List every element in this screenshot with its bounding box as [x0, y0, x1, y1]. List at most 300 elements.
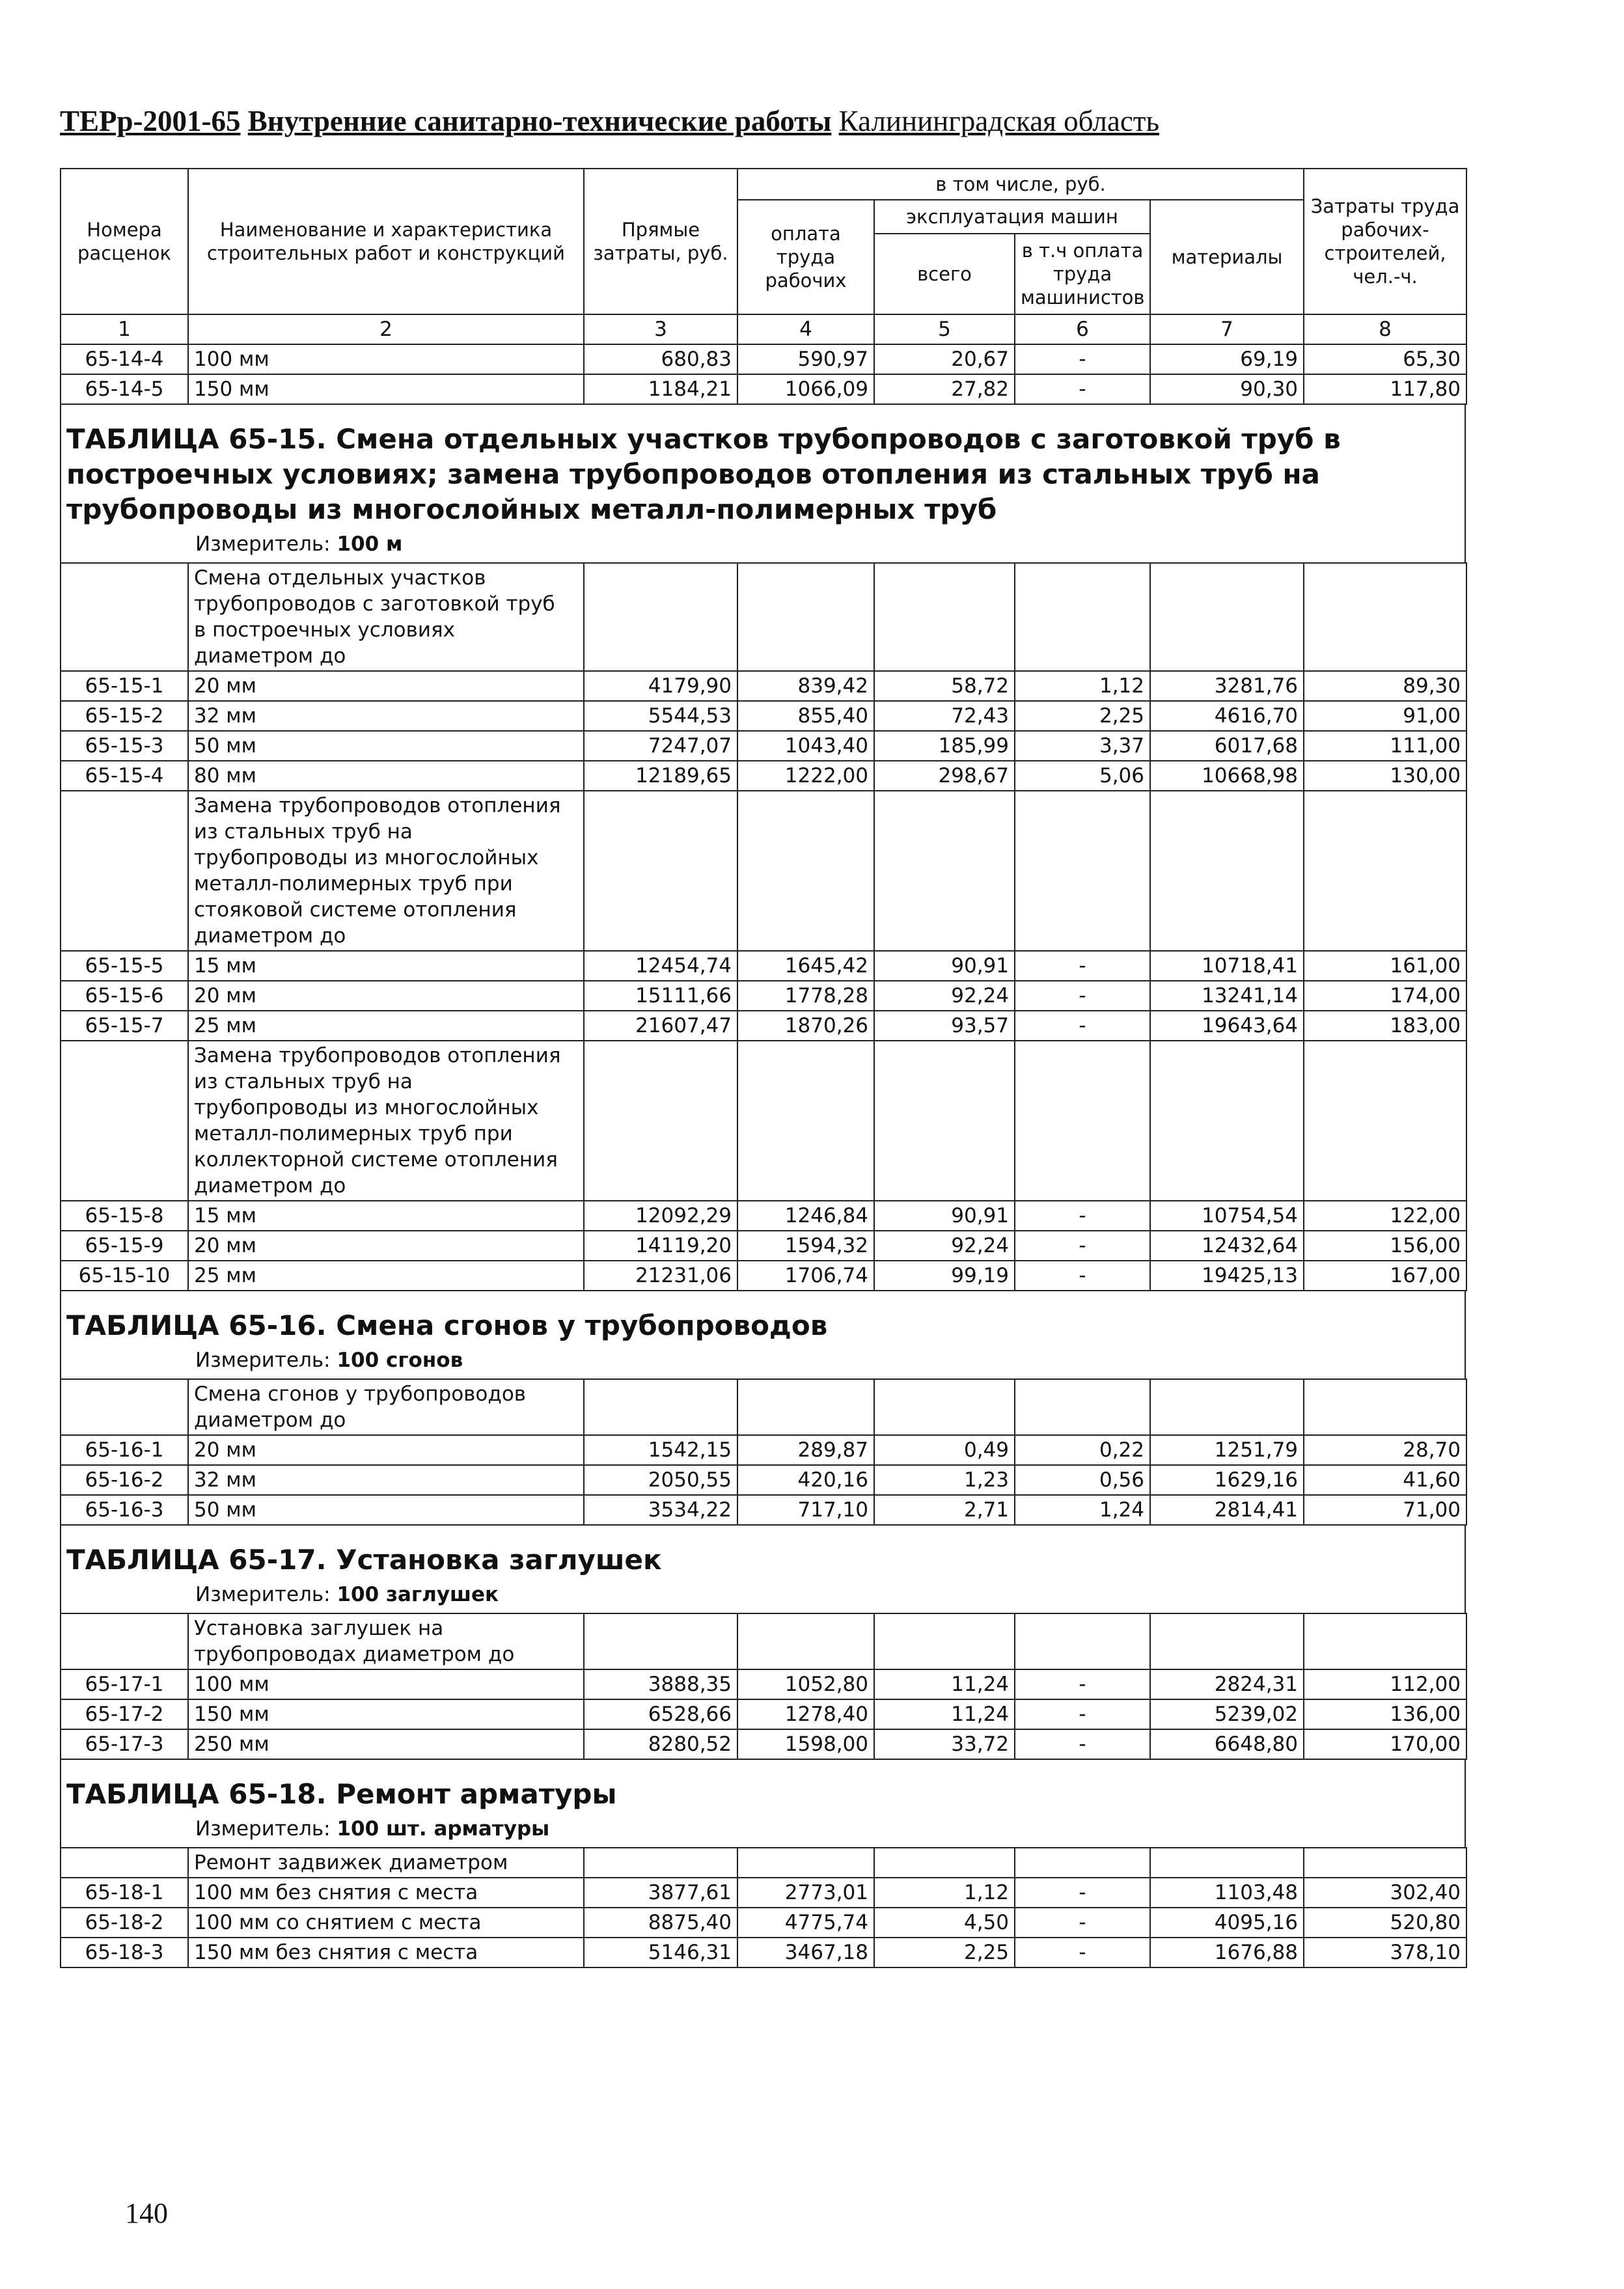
empty-cell: [584, 1379, 737, 1435]
empty-cell: [1015, 1613, 1150, 1669]
rates-sheet: [60, 168, 1466, 1968]
direct-cost: 1542,15: [584, 1435, 737, 1465]
materials-cost: 5239,02: [1150, 1699, 1304, 1729]
empty-cell: [1015, 791, 1150, 951]
machinists-pay: 5,06: [1015, 761, 1150, 791]
group-65-15-collector-system: [61, 1041, 1466, 1291]
labor-hours: 136,00: [1304, 1699, 1466, 1729]
table-row: [61, 1699, 1466, 1729]
column-number: 4: [737, 314, 874, 344]
machines-total: 33,72: [874, 1729, 1015, 1759]
materials-cost: 6017,68: [1150, 731, 1304, 761]
table-title: ТАБЛИЦА 65-17. Установка заглушек: [66, 1544, 662, 1576]
machinists-pay: -: [1015, 1878, 1150, 1908]
empty-cell: [61, 791, 188, 951]
machinists-pay: -: [1015, 1729, 1150, 1759]
rate-code: 65-15-3: [61, 731, 188, 761]
labor-hours: 130,00: [1304, 761, 1466, 791]
empty-cell: [874, 1848, 1015, 1878]
group-heading-row: [61, 1613, 1466, 1669]
rate-code: 65-17-2: [61, 1699, 188, 1729]
labor-hours: 156,00: [1304, 1231, 1466, 1261]
labor-hours: 378,10: [1304, 1938, 1466, 1967]
work-name: 100 мм: [188, 1669, 584, 1699]
table-row: [61, 761, 1466, 791]
direct-cost: 4179,90: [584, 671, 737, 701]
direct-cost: 8875,40: [584, 1908, 737, 1938]
empty-cell: [874, 1041, 1015, 1201]
table-row: [61, 671, 1466, 701]
materials-cost: 10718,41: [1150, 951, 1304, 981]
empty-cell: [584, 1848, 737, 1878]
column-number: 2: [188, 314, 584, 344]
group-heading-row: [61, 1379, 1466, 1435]
direct-cost: 5544,53: [584, 701, 737, 731]
machines-total: 92,24: [874, 1231, 1015, 1261]
empty-cell: [1150, 791, 1304, 951]
measure-label: Измеритель:: [195, 1349, 331, 1372]
group-heading-row: [61, 1848, 1466, 1878]
empty-cell: [1015, 563, 1150, 671]
machines-total: 92,24: [874, 981, 1015, 1011]
table-row: [61, 1938, 1466, 1967]
machines-total: 93,57: [874, 1011, 1015, 1041]
table-row: [61, 1201, 1466, 1231]
group-heading-line: из стальных труб на: [194, 820, 413, 843]
group-heading: [188, 1848, 584, 1878]
machinists-pay: 0,56: [1015, 1465, 1150, 1495]
machines-total: 2,25: [874, 1938, 1015, 1967]
rate-code: 65-15-10: [61, 1261, 188, 1291]
materials-cost: 13241,14: [1150, 981, 1304, 1011]
labor-pay: 1645,42: [737, 951, 874, 981]
empty-cell: [1150, 1613, 1304, 1669]
labor-hours: 183,00: [1304, 1011, 1466, 1041]
empty-cell: [61, 1613, 188, 1669]
labor-hours: 28,70: [1304, 1435, 1466, 1465]
table-row: [61, 701, 1466, 731]
table-row: [61, 1435, 1466, 1465]
empty-cell: [874, 1613, 1015, 1669]
work-name: 250 мм: [188, 1729, 584, 1759]
work-name: 100 мм: [188, 344, 584, 374]
labor-hours: 174,00: [1304, 981, 1466, 1011]
section-65-15: [60, 405, 1466, 562]
group-heading-line: Ремонт задвижек диаметром: [194, 1851, 508, 1874]
labor-pay: 3467,18: [737, 1938, 874, 1967]
group-65-16: [61, 1379, 1466, 1525]
materials-cost: 4616,70: [1150, 701, 1304, 731]
direct-cost: 3888,35: [584, 1669, 737, 1699]
labor-pay: 1594,32: [737, 1231, 874, 1261]
group-heading-line: диаметром до: [194, 1408, 346, 1432]
labor-pay: 717,10: [737, 1495, 874, 1525]
materials-cost: 19425,13: [1150, 1261, 1304, 1291]
materials-cost: 1103,48: [1150, 1878, 1304, 1908]
labor-hours: 161,00: [1304, 951, 1466, 981]
labor-pay: 1222,00: [737, 761, 874, 791]
group-heading: [188, 1041, 584, 1201]
table-title: ТАБЛИЦА 65-16. Смена сгонов у трубопроводов: [66, 1309, 828, 1341]
materials-cost: 2814,41: [1150, 1495, 1304, 1525]
group-heading-line: коллекторной системе отопления: [194, 1148, 558, 1172]
empty-cell: [61, 563, 188, 671]
labor-hours: 117,80: [1304, 374, 1466, 404]
col-header-machines: эксплуатация машин: [874, 200, 1150, 234]
labor-pay: 590,97: [737, 344, 874, 374]
rate-code: 65-17-3: [61, 1729, 188, 1759]
labor-hours: 65,30: [1304, 344, 1466, 374]
direct-cost: 15111,66: [584, 981, 737, 1011]
direct-cost: 3534,22: [584, 1495, 737, 1525]
empty-cell: [737, 1848, 874, 1878]
rate-code: 65-15-2: [61, 701, 188, 731]
materials-cost: 6648,80: [1150, 1729, 1304, 1759]
group-heading-line: металл-полимерных труб при: [194, 872, 513, 896]
rate-code: 65-15-1: [61, 671, 188, 701]
direct-cost: 12092,29: [584, 1201, 737, 1231]
labor-hours: 122,00: [1304, 1201, 1466, 1231]
empty-cell: [1015, 1848, 1150, 1878]
direct-cost: 7247,07: [584, 731, 737, 761]
column-numbers-row: [61, 314, 1466, 344]
group-heading-line: Смена отдельных участков: [194, 566, 486, 590]
empty-cell: [584, 1041, 737, 1201]
empty-cell: [584, 791, 737, 951]
labor-pay: 1043,40: [737, 731, 874, 761]
materials-cost: 12432,64: [1150, 1231, 1304, 1261]
table-row: [61, 1495, 1466, 1525]
materials-cost: 1629,16: [1150, 1465, 1304, 1495]
empty-cell: [61, 1848, 188, 1878]
col-header-machinists-pay: в т.ч оплата труда машинистов: [1015, 234, 1150, 314]
work-name: 20 мм: [188, 981, 584, 1011]
machines-total: 1,12: [874, 1878, 1015, 1908]
machines-total: 20,67: [874, 344, 1015, 374]
empty-cell: [1150, 1379, 1304, 1435]
empty-cell: [874, 1379, 1015, 1435]
machinists-pay: -: [1015, 1908, 1150, 1938]
rows-65-14: [61, 344, 1466, 404]
table-65-17: [60, 1613, 1467, 1760]
table-row: [61, 344, 1466, 374]
labor-pay: 855,40: [737, 701, 874, 731]
measure-line: [195, 1583, 1459, 1606]
table-65-16: [60, 1378, 1467, 1526]
group-heading-line: диаметром до: [194, 924, 346, 948]
work-name: 20 мм: [188, 1435, 584, 1465]
measure-line: [195, 1817, 1459, 1841]
labor-pay: 4775,74: [737, 1908, 874, 1938]
machinists-pay: -: [1015, 1201, 1150, 1231]
rate-code: 65-16-2: [61, 1465, 188, 1495]
labor-pay: 1066,09: [737, 374, 874, 404]
section-65-18: [60, 1760, 1466, 1847]
group-heading-line: Смена сгонов у трубопроводов: [194, 1382, 527, 1406]
work-name: 80 мм: [188, 761, 584, 791]
measure-label: Измеритель:: [195, 532, 331, 556]
empty-cell: [1304, 563, 1466, 671]
table-65-15: [60, 562, 1467, 1291]
labor-pay: 1052,80: [737, 1669, 874, 1699]
labor-pay: 1870,26: [737, 1011, 874, 1041]
table-row: [61, 1231, 1466, 1261]
col-header-labor-cost: Затраты труда рабочих-строителей, чел.-ч.: [1304, 169, 1466, 314]
machinists-pay: 1,12: [1015, 671, 1150, 701]
work-name: 50 мм: [188, 731, 584, 761]
machines-total: 90,91: [874, 1201, 1015, 1231]
table-row: [61, 1669, 1466, 1699]
table-row: [61, 981, 1466, 1011]
empty-cell: [1150, 563, 1304, 671]
labor-pay: 420,16: [737, 1465, 874, 1495]
doc-code: ТЕРр-2001-65: [60, 105, 241, 137]
machines-total: 4,50: [874, 1908, 1015, 1938]
labor-hours: 71,00: [1304, 1495, 1466, 1525]
machinists-pay: -: [1015, 1938, 1150, 1967]
column-number: 7: [1150, 314, 1304, 344]
rate-code: 65-15-5: [61, 951, 188, 981]
materials-cost: 3281,76: [1150, 671, 1304, 701]
machinists-pay: 2,25: [1015, 701, 1150, 731]
rate-code: 65-15-8: [61, 1201, 188, 1231]
column-number: 1: [61, 314, 188, 344]
table-row: [61, 1011, 1466, 1041]
machines-total: 2,71: [874, 1495, 1015, 1525]
group-65-18: [61, 1848, 1466, 1967]
labor-pay: 839,42: [737, 671, 874, 701]
materials-cost: 10668,98: [1150, 761, 1304, 791]
work-name: 32 мм: [188, 1465, 584, 1495]
empty-cell: [584, 563, 737, 671]
group-heading-line: в построечных условиях: [194, 618, 456, 642]
table-title: ТАБЛИЦА 65-15. Смена отдельных участков трубопроводов с заготовкой труб в построечных условиях; замена трубопроводов отопления из стальных труб на трубопроводы из многослойных металл-полимерных труб: [66, 423, 1341, 525]
rate-code: 65-18-1: [61, 1878, 188, 1908]
col-header-labor-pay: оплата труда рабочих: [737, 200, 874, 314]
table-row: [61, 1465, 1466, 1495]
work-name: 25 мм: [188, 1011, 584, 1041]
group-heading-line: Установка заглушек на: [194, 1617, 444, 1640]
labor-hours: 91,00: [1304, 701, 1466, 731]
direct-cost: 1184,21: [584, 374, 737, 404]
empty-cell: [61, 1379, 188, 1435]
empty-cell: [737, 1613, 874, 1669]
group-heading: [188, 1613, 584, 1669]
rate-code: 65-15-4: [61, 761, 188, 791]
empty-cell: [737, 1379, 874, 1435]
empty-cell: [1304, 1848, 1466, 1878]
page-number: 140: [125, 2197, 168, 2229]
col-header-materials: материалы: [1150, 200, 1304, 314]
measure-value: 100 шт. арматуры: [337, 1817, 550, 1841]
machinists-pay: 0,22: [1015, 1435, 1150, 1465]
column-number: 5: [874, 314, 1015, 344]
machines-total: 298,67: [874, 761, 1015, 791]
rate-code: 65-15-9: [61, 1231, 188, 1261]
labor-hours: 111,00: [1304, 731, 1466, 761]
empty-cell: [737, 1041, 874, 1201]
group-heading-row: [61, 791, 1466, 951]
empty-cell: [1150, 1041, 1304, 1201]
machinists-pay: -: [1015, 374, 1150, 404]
group-heading-line: диаметром до: [194, 644, 346, 668]
machines-total: 11,24: [874, 1699, 1015, 1729]
group-heading: [188, 1379, 584, 1435]
group-heading-line: трубопроводы из многослойных: [194, 846, 539, 870]
direct-cost: 21231,06: [584, 1261, 737, 1291]
machinists-pay: -: [1015, 951, 1150, 981]
empty-cell: [1304, 1613, 1466, 1669]
machinists-pay: -: [1015, 1011, 1150, 1041]
work-name: 32 мм: [188, 701, 584, 731]
work-name: 150 мм без снятия с места: [188, 1938, 584, 1967]
group-heading: [188, 563, 584, 671]
col-header-incl: в том числе, руб.: [737, 169, 1304, 200]
measure-value: 100 заглушек: [337, 1583, 499, 1606]
machinists-pay: -: [1015, 1669, 1150, 1699]
work-name: 20 мм: [188, 1231, 584, 1261]
empty-cell: [1015, 1041, 1150, 1201]
group-heading: [188, 791, 584, 951]
column-number: 3: [584, 314, 737, 344]
labor-hours: 520,80: [1304, 1908, 1466, 1938]
machines-total: 72,43: [874, 701, 1015, 731]
machinists-pay: -: [1015, 1699, 1150, 1729]
labor-hours: 89,30: [1304, 671, 1466, 701]
measure-value: 100 м: [337, 532, 403, 556]
col-header-machines-total: всего: [874, 234, 1015, 314]
group-65-17: [61, 1613, 1466, 1759]
work-name: 100 мм без снятия с места: [188, 1878, 584, 1908]
group-heading-line: трубопроводы из многослойных: [194, 1096, 539, 1119]
labor-pay: 1706,74: [737, 1261, 874, 1291]
rate-code: 65-18-3: [61, 1938, 188, 1967]
empty-cell: [737, 563, 874, 671]
work-name: 15 мм: [188, 1201, 584, 1231]
table-row: [61, 1878, 1466, 1908]
labor-hours: 167,00: [1304, 1261, 1466, 1291]
materials-cost: 90,30: [1150, 374, 1304, 404]
machinists-pay: -: [1015, 1231, 1150, 1261]
rate-code: 65-16-1: [61, 1435, 188, 1465]
labor-pay: 1278,40: [737, 1699, 874, 1729]
measure-label: Измеритель:: [195, 1817, 331, 1841]
empty-cell: [1015, 1379, 1150, 1435]
empty-cell: [1304, 791, 1466, 951]
direct-cost: 680,83: [584, 344, 737, 374]
group-heading-line: Замена трубопроводов отопления: [194, 1044, 561, 1067]
machines-total: 185,99: [874, 731, 1015, 761]
machines-total: 90,91: [874, 951, 1015, 981]
table-row: [61, 731, 1466, 761]
work-name: 25 мм: [188, 1261, 584, 1291]
rate-code: 65-14-5: [61, 374, 188, 404]
measure-line: [195, 1349, 1459, 1372]
rate-code: 65-16-3: [61, 1495, 188, 1525]
group-heading-line: трубопроводах диаметром до: [194, 1643, 515, 1666]
column-number: 8: [1304, 314, 1466, 344]
machinists-pay: -: [1015, 1261, 1150, 1291]
measure-line: [195, 532, 1459, 556]
measure-label: Измеритель:: [195, 1583, 331, 1606]
doc-region: Калининградская область: [838, 105, 1159, 137]
section-65-17: [60, 1526, 1466, 1613]
machines-total: 11,24: [874, 1669, 1015, 1699]
group-65-15-riser-system: [61, 791, 1466, 1041]
table-row: [61, 374, 1466, 404]
labor-hours: 302,40: [1304, 1878, 1466, 1908]
document-header: [60, 104, 1159, 138]
group-heading-row: [61, 563, 1466, 671]
machines-total: 99,19: [874, 1261, 1015, 1291]
direct-cost: 2050,55: [584, 1465, 737, 1495]
work-name: 150 мм: [188, 374, 584, 404]
group-heading-line: диаметром до: [194, 1174, 346, 1198]
materials-cost: 4095,16: [1150, 1908, 1304, 1938]
rate-code: 65-17-1: [61, 1669, 188, 1699]
group-heading-line: трубопроводов с заготовкой труб: [194, 592, 555, 616]
materials-cost: 19643,64: [1150, 1011, 1304, 1041]
table-65-18: [60, 1847, 1467, 1968]
direct-cost: 3877,61: [584, 1878, 737, 1908]
group-65-15-replace-sections: [61, 563, 1466, 791]
labor-hours: 41,60: [1304, 1465, 1466, 1495]
column-number: 6: [1015, 314, 1150, 344]
machines-total: 27,82: [874, 374, 1015, 404]
col-header-direct: Прямые затраты, руб.: [584, 169, 737, 314]
work-name: 15 мм: [188, 951, 584, 981]
rate-code: 65-14-4: [61, 344, 188, 374]
col-header-code: Номера расценок: [61, 169, 188, 314]
table-row: [61, 1261, 1466, 1291]
section-65-16: [60, 1291, 1466, 1378]
empty-cell: [584, 1613, 737, 1669]
labor-hours: 112,00: [1304, 1669, 1466, 1699]
group-heading-row: [61, 1041, 1466, 1201]
empty-cell: [874, 563, 1015, 671]
table-row: [61, 1729, 1466, 1759]
materials-cost: 1676,88: [1150, 1938, 1304, 1967]
machinists-pay: 1,24: [1015, 1495, 1150, 1525]
labor-hours: 170,00: [1304, 1729, 1466, 1759]
direct-cost: 12454,74: [584, 951, 737, 981]
machinists-pay: -: [1015, 344, 1150, 374]
group-heading-line: металл-полимерных труб при: [194, 1122, 513, 1145]
materials-cost: 1251,79: [1150, 1435, 1304, 1465]
group-heading-line: из стальных труб на: [194, 1070, 413, 1093]
materials-cost: 2824,31: [1150, 1669, 1304, 1699]
empty-cell: [61, 1041, 188, 1201]
work-name: 150 мм: [188, 1699, 584, 1729]
machinists-pay: 3,37: [1015, 731, 1150, 761]
empty-cell: [1150, 1848, 1304, 1878]
materials-cost: 10754,54: [1150, 1201, 1304, 1231]
materials-cost: 69,19: [1150, 344, 1304, 374]
header-table: [60, 168, 1467, 405]
empty-cell: [737, 791, 874, 951]
table-row: [61, 1908, 1466, 1938]
measure-value: 100 сгонов: [337, 1349, 463, 1372]
table-title: ТАБЛИЦА 65-18. Ремонт арматуры: [66, 1778, 617, 1810]
empty-cell: [1304, 1041, 1466, 1201]
work-name: 100 мм со снятием с места: [188, 1908, 584, 1938]
direct-cost: 8280,52: [584, 1729, 737, 1759]
work-name: 20 мм: [188, 671, 584, 701]
work-name: 50 мм: [188, 1495, 584, 1525]
labor-pay: 1598,00: [737, 1729, 874, 1759]
col-header-name: Наименование и характеристика строительных работ и конструкций: [188, 169, 584, 314]
machines-total: 58,72: [874, 671, 1015, 701]
